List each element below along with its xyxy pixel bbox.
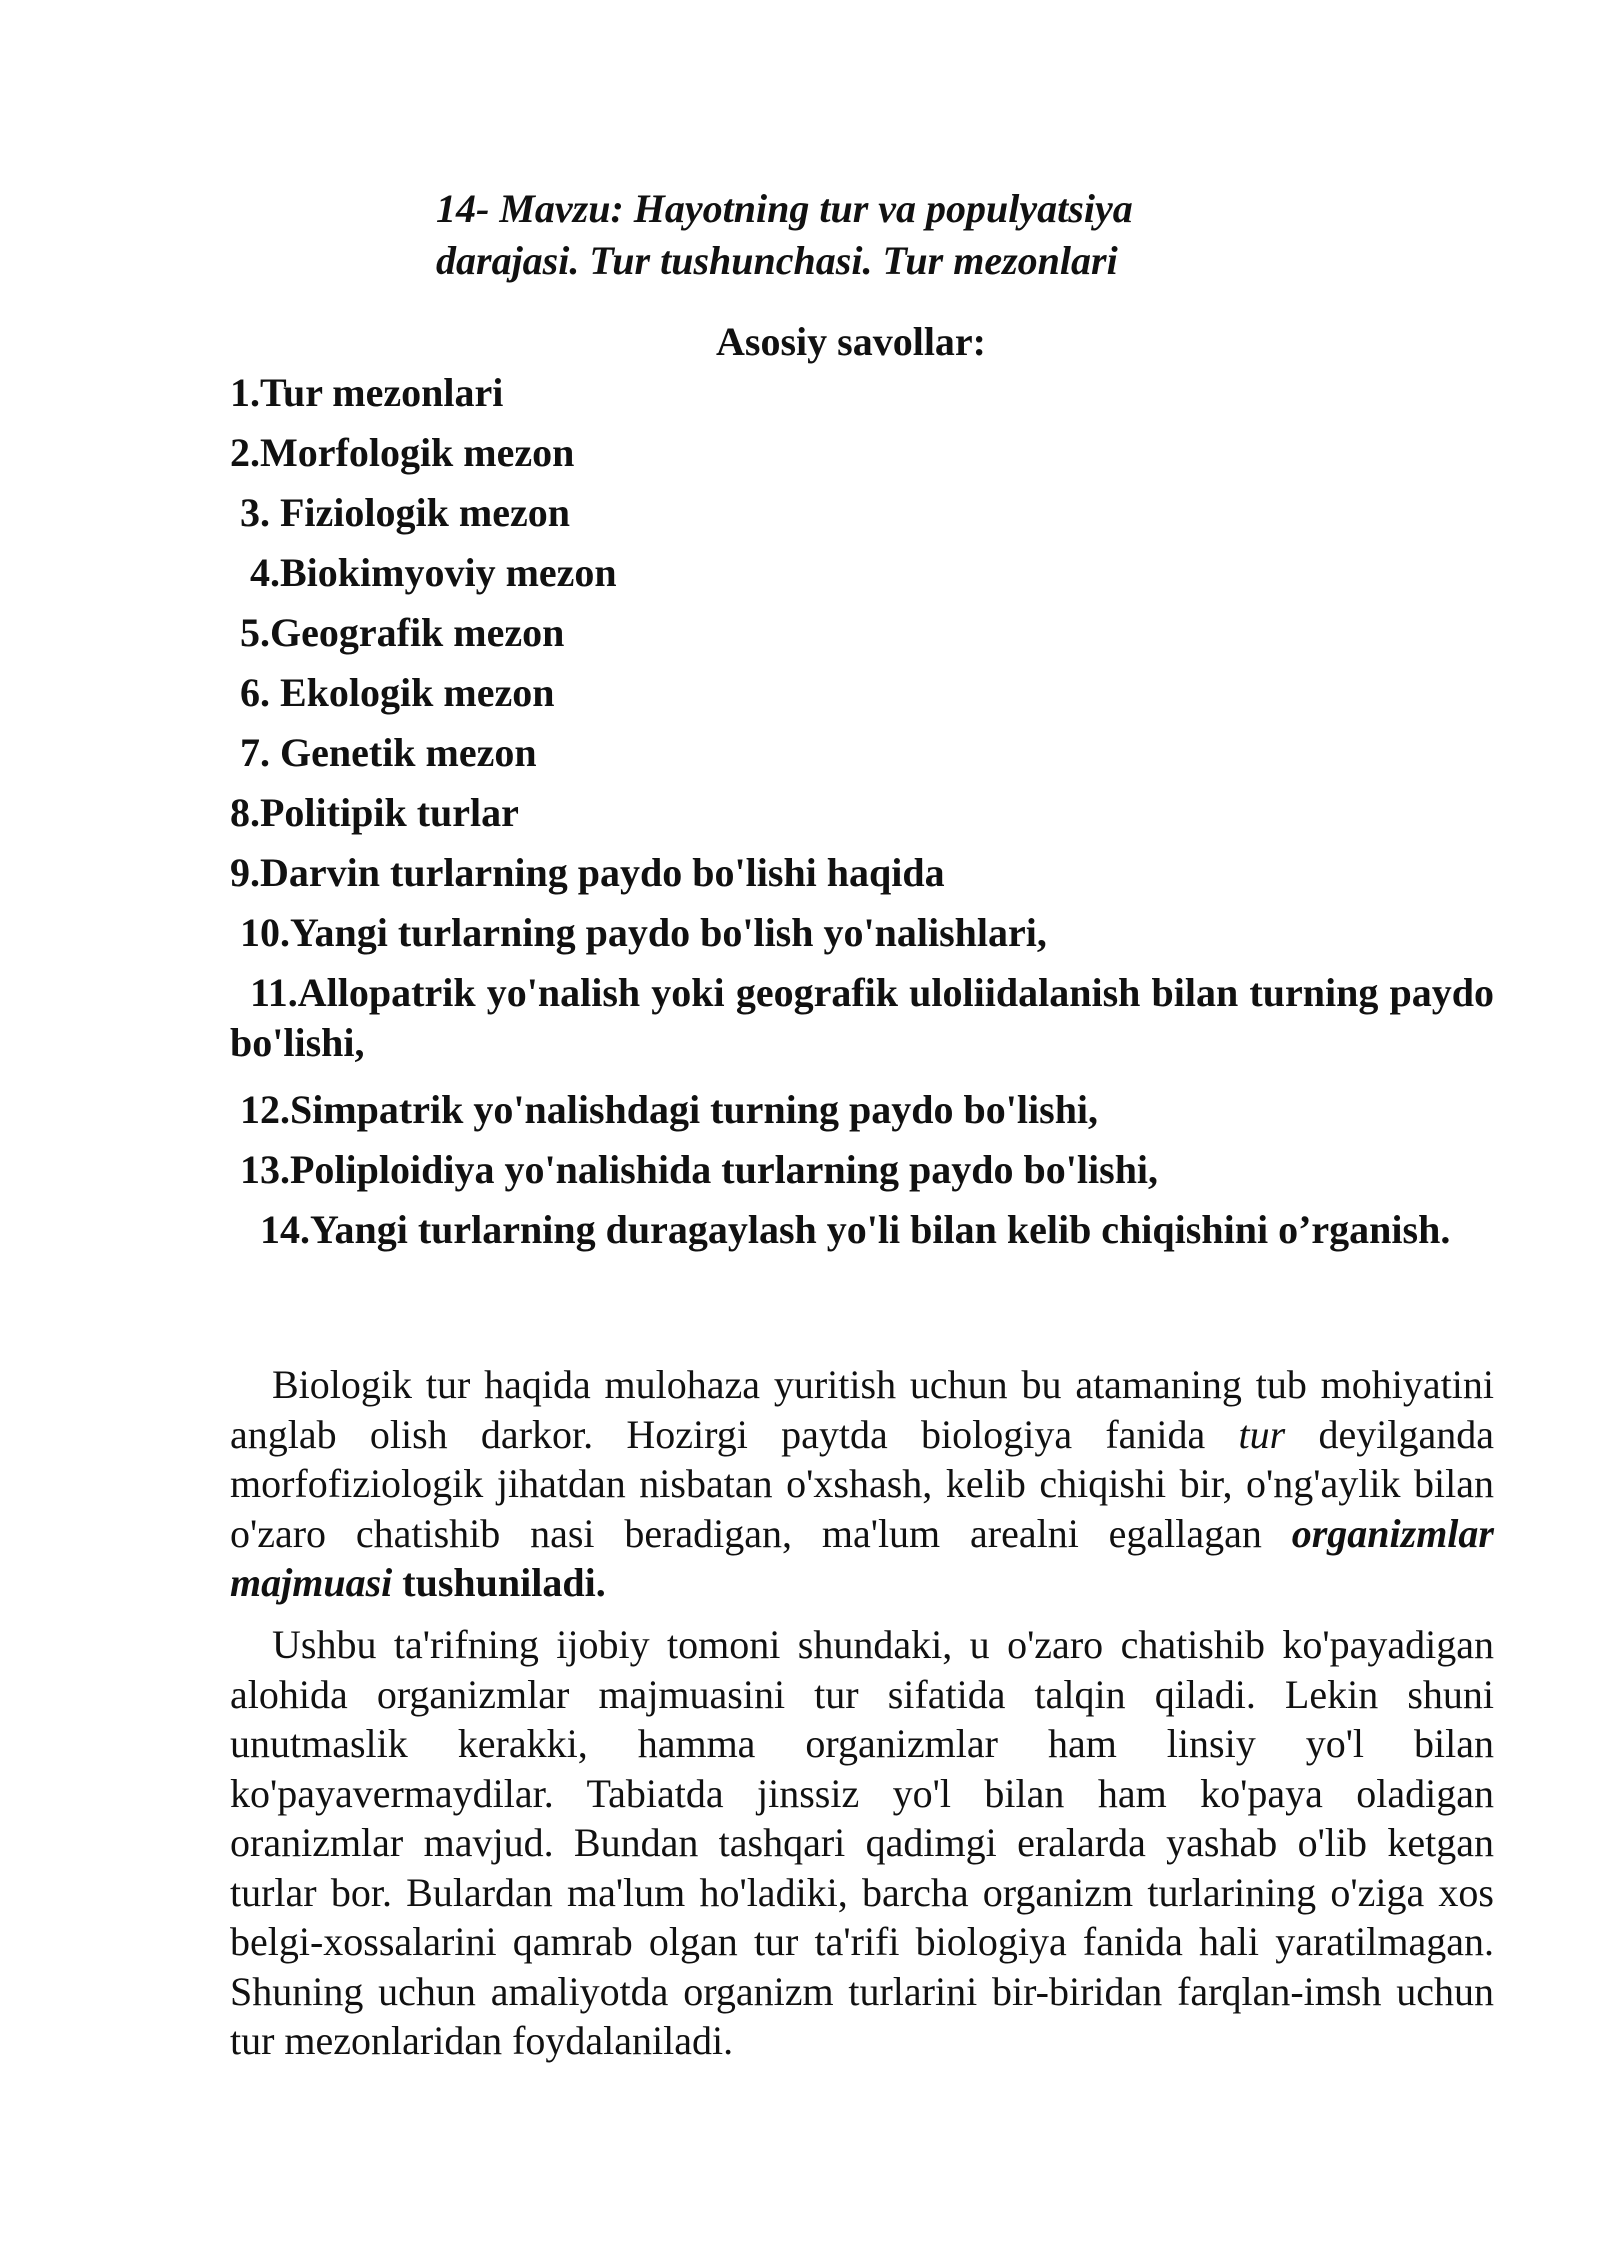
question-item-2: 2.Morfologik mezon [230,430,575,475]
paragraph-definition-text-1: Biologik tur haqida mulohaza yuritish uchun bu atamaning tub mohiyatini anglab olish darkor. Hozirgi paytda biologiya fanida [230,1362,1494,1457]
question-item-7: 7. Genetik mezon [240,730,537,775]
topic-title-line-2: darajasi. Tur tushunchasi. Tur mezonlari [436,238,1118,283]
question-item-6: 6. Ekologik mezon [240,670,555,715]
questions-heading: Asosiy savollar: [716,319,986,364]
question-item-10: 10.Yangi turlarning paydo bo'lish yo'nalishlari, [240,910,1047,955]
topic-title [436,183,1336,287]
question-item-4: 4.Biokimyoviy mezon [250,550,617,595]
question-item-8: 8.Politipik turlar [230,790,519,835]
paragraph-definition [230,1360,1494,1608]
question-item-14: 14.Yangi turlarning duragaylash yo'li bilan kelib chiqishini o’rganish. [260,1207,1451,1252]
question-item-11: 11.Allopatrik yo'nalish yoki geografik uloliidalanish bilan turning paydo bo'lishi, [230,970,1494,1065]
paragraph-definition-text-2: deyilganda morfofiziologik jihatdan nisbatan o'xshash, kelib chiqishi bir, o'ng'aylik bilan o'zaro chatishib nasi beradigan, ma'lum arealni egallagan [230,1411,1494,1556]
paragraph-definition-text-3: tushuniladi. [392,1560,606,1605]
question-item-9: 9.Darvin turlarning paydo bo'lishi haqida [230,850,945,895]
paragraph-explanation: Ushbu ta'rifning ijobiy tomoni shundaki, u o'zaro chatishib ko'payadigan alohida organizmlar majmuasini tur sifatida talqin qiladi. Lekin shuni unutmaslik kerakki, hamma organizmlar ham linsiy yo'l bilan ko'payavermaydilar. Tabiatda jinssiz yo'l bilan ham ko'paya oladigan oranizmlar mavjud. Bundan tashqari qadimgi eralarda yashab o'lib ketgan turlar bor. Bulardan ma'lum ho'ladiki, barcha organizm turlarining o'ziga xos belgi-xossalarini qamrab olgan tur ta'rifi biologiya fanida hali yaratilmagan. Shuning uchun amaliyotda organizm turlarini bir-biridan farqlan-imsh uchun tur mezonlaridan foydalaniladi. [230,1622,1494,2063]
question-item-3: 3. Fiziologik mezon [240,490,570,535]
term-organizmlar-majmuasi: organizmlar majmuasi [230,1510,1494,1605]
topic-title-line-1: 14- Mavzu: Hayotning tur va populyatsiya [436,186,1133,231]
question-item-12: 12.Simpatrik yo'nalishdagi turning paydo bo'lishi, [240,1087,1099,1132]
question-item-5: 5.Geografik mezon [240,610,565,655]
term-tur: tur [1238,1411,1286,1457]
question-item-13: 13.Poliploidiya yo'nalishida turlarning paydo bo'lishi, [240,1147,1159,1192]
question-item-1: 1.Tur mezonlari [230,370,504,415]
